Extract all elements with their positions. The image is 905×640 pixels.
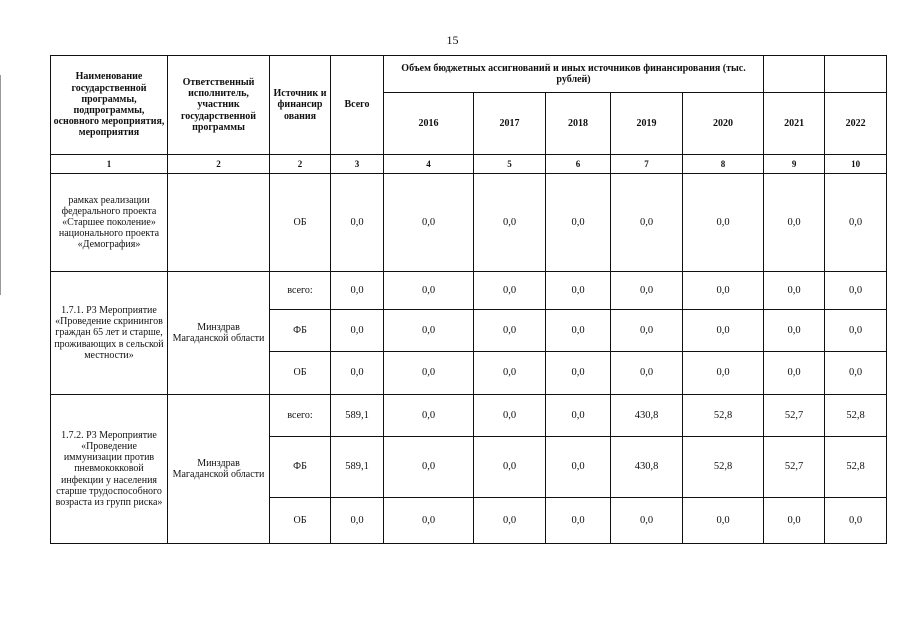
value-cell: 0,0 [825,310,887,352]
value-cell: 52,7 [764,395,825,437]
value-cell: 0,0 [546,174,611,272]
column-number: 8 [683,155,764,174]
value-cell: 0,0 [764,310,825,352]
source-cell: ОБ [270,174,331,272]
value-cell: 0,0 [474,310,546,352]
column-number: 3 [331,155,384,174]
table-row [51,395,887,437]
header-source: Источник и финансир ования [270,56,331,155]
source-cell: ФБ [270,310,331,352]
value-cell: 0,0 [474,437,546,498]
value-cell: 52,8 [683,395,764,437]
value-cell: 0,0 [611,272,683,310]
total-cell: 589,1 [331,437,384,498]
source-cell: ОБ [270,498,331,544]
total-cell: 0,0 [331,310,384,352]
value-cell: 0,0 [384,437,474,498]
page-number: 15 [446,33,459,47]
budget-table [50,55,887,544]
source-cell: ОБ [270,352,331,395]
column-number: 5 [474,155,546,174]
row-description: 1.7.1. Р3 Мероприятие «Проведение скринингов граждан 65 лет и старше, проживающих в сельской местности» [51,272,168,395]
executor-cell: Минздрав Магаданской области [168,395,270,544]
value-cell: 0,0 [611,310,683,352]
value-cell: 0,0 [611,498,683,544]
table-row [51,174,887,272]
row-description: рамках реализации федерального проекта «Старшее поколение» национального проекта «Демография» [51,174,168,272]
column-number: 2 [168,155,270,174]
source-cell: всего: [270,395,331,437]
value-cell: 0,0 [384,272,474,310]
value-cell: 52,8 [825,437,887,498]
value-cell: 0,0 [546,395,611,437]
total-cell: 0,0 [331,498,384,544]
value-cell: 0,0 [384,395,474,437]
value-cell: 0,0 [825,498,887,544]
value-cell: 0,0 [764,174,825,272]
source-cell: всего: [270,272,331,310]
header-year: 2021 [764,93,825,155]
column-number-row [51,155,887,174]
header-row-1 [51,56,887,93]
value-cell: 0,0 [474,352,546,395]
value-cell: 0,0 [611,174,683,272]
value-cell: 0,0 [546,352,611,395]
total-cell: 589,1 [331,395,384,437]
total-cell: 0,0 [331,272,384,310]
value-cell: 0,0 [683,352,764,395]
value-cell: 0,0 [764,352,825,395]
value-cell: 430,8 [611,395,683,437]
total-cell: 0,0 [331,174,384,272]
value-cell: 0,0 [683,174,764,272]
column-number: 10 [825,155,887,174]
header-year: 2018 [546,93,611,155]
value-cell: 430,8 [611,437,683,498]
value-cell: 0,0 [384,310,474,352]
value-cell: 0,0 [825,272,887,310]
value-cell: 52,7 [764,437,825,498]
value-cell: 0,0 [474,174,546,272]
value-cell: 52,8 [683,437,764,498]
total-cell: 0,0 [331,352,384,395]
value-cell: 0,0 [825,174,887,272]
value-cell: 0,0 [546,272,611,310]
table-row [51,272,887,310]
header-year: 2017 [474,93,546,155]
value-cell: 0,0 [546,437,611,498]
value-cell: 0,0 [764,272,825,310]
value-cell: 0,0 [384,498,474,544]
header-blank [764,56,825,93]
column-number: 9 [764,155,825,174]
value-cell: 0,0 [384,352,474,395]
column-number: 1 [51,155,168,174]
value-cell: 0,0 [683,272,764,310]
header-year: 2019 [611,93,683,155]
column-number: 4 [384,155,474,174]
value-cell: 0,0 [474,272,546,310]
header-total: Всего [331,56,384,155]
header-name: Наименование государственной программы, подпрограммы, основного мероприятия, мероприятия [51,56,168,155]
header-year: 2022 [825,93,887,155]
header-year: 2020 [683,93,764,155]
header-blank [825,56,887,93]
column-number: 7 [611,155,683,174]
value-cell: 0,0 [683,310,764,352]
value-cell: 0,0 [546,310,611,352]
column-number: 2 [270,155,331,174]
header-year: 2016 [384,93,474,155]
value-cell: 0,0 [384,174,474,272]
value-cell: 0,0 [683,498,764,544]
value-cell: 0,0 [764,498,825,544]
header-volume: Объем бюджетных ассигнований и иных источников финансирования (тыс. рублей) [384,56,764,93]
value-cell: 52,8 [825,395,887,437]
value-cell: 0,0 [474,395,546,437]
row-description: 1.7.2. Р3 Мероприятие «Проведение иммунизации против пневмококковой инфекции у населения старше трудоспособного возраста из групп риска» [51,395,168,544]
value-cell: 0,0 [474,498,546,544]
value-cell: 0,0 [546,498,611,544]
value-cell: 0,0 [611,352,683,395]
source-cell: ФБ [270,437,331,498]
executor-cell: Минздрав Магаданской области [168,272,270,395]
margin-rule [0,75,1,295]
executor-cell [168,174,270,272]
header-executor: Ответственный исполнитель, участник государственной программы [168,56,270,155]
column-number: 6 [546,155,611,174]
value-cell: 0,0 [825,352,887,395]
